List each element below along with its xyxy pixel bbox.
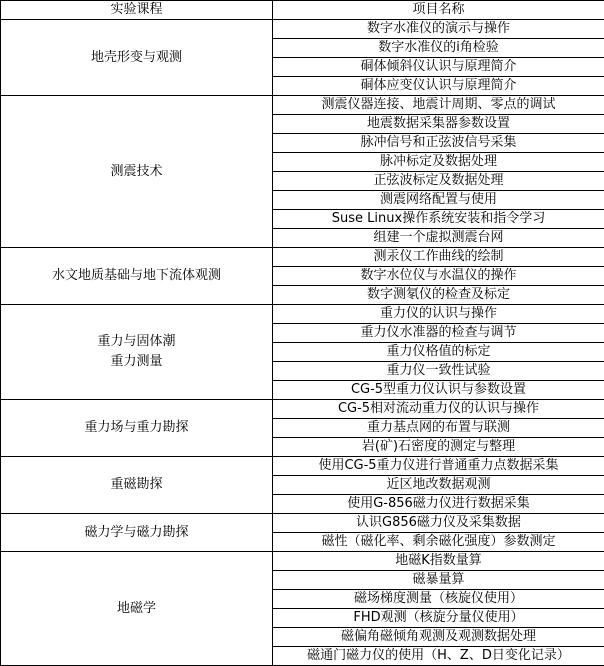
table-row — [1, 96, 604, 115]
project-cell: 硐体倾斜仪认识与原理简介 — [273, 58, 604, 77]
project-cell: 重力仪一致性试验 — [273, 362, 604, 381]
course-name: 重磁勘探 — [110, 477, 163, 492]
project-cell: 磁性（磁化率、剩余磁化强度）参数测定 — [273, 533, 604, 552]
project-cell: 磁偏角磁倾角观测及观测数据处理 — [273, 628, 604, 647]
project-cell: 磁暴量算 — [273, 571, 604, 590]
project-cell: 数字水准仪的i角检验 — [273, 39, 604, 58]
course-name: 重力与固体潮 — [97, 334, 176, 349]
course-name: 测震技术 — [110, 163, 163, 179]
project-cell: CG-5相对流动重力仪的认识与操作 — [273, 400, 604, 419]
project-cell: 测汞仪工作曲线的绘制 — [273, 248, 604, 267]
project-cell: CG-5型重力仪认识与参数设置 — [273, 381, 604, 400]
course-cell — [1, 514, 273, 552]
table-row — [1, 305, 604, 324]
project-cell: 重力仪水准器的检查与调节 — [273, 324, 604, 343]
project-cell: 重力仪格值的标定 — [273, 343, 604, 362]
project-cell: 重力仪的认识与操作 — [273, 305, 604, 324]
course-name: 重力场与重力勘探 — [84, 420, 189, 435]
project-cell: 近区地改数据观测 — [273, 476, 604, 495]
project-cell: 磁场梯度测量（核旋仪使用） — [273, 590, 604, 609]
table-row — [1, 248, 604, 267]
project-cell: 测震网络配置与使用 — [273, 191, 604, 210]
course-cell — [1, 552, 273, 666]
header-row — [1, 1, 604, 20]
course-cell — [1, 457, 273, 514]
table-body — [1, 20, 604, 666]
project-cell: 组建一个虚拟测震台网 — [273, 229, 604, 248]
course-cell — [1, 20, 273, 96]
project-cell: 脉冲信号和正弦波信号采集 — [273, 134, 604, 153]
table-row — [1, 514, 604, 533]
course-name: 磁力学与磁力勘探 — [84, 524, 189, 540]
course-name: 水文地质基础与地下流体观测 — [51, 268, 221, 283]
course-name: 地壳形变与观测 — [90, 49, 182, 65]
table-row — [1, 457, 604, 476]
project-cell: 地磁K指数量算 — [273, 552, 604, 571]
project-cell: 硐体应变仪认识与原理简介 — [273, 77, 604, 96]
project-cell: FHD观测（核旋分量仪使用） — [273, 609, 604, 628]
header-project: 项目名称 — [273, 1, 604, 20]
header-course: 实验课程 — [1, 1, 273, 20]
project-cell: 使用CG-5重力仪进行普通重力点数据采集 — [273, 457, 604, 476]
project-cell: 重力基点网的布置与联测 — [273, 419, 604, 438]
project-cell: 正弦波标定及数据处理 — [273, 172, 604, 191]
course-name: 重力测量 — [110, 354, 163, 369]
course-name: 地磁学 — [116, 600, 156, 616]
project-cell: 数字水准仪的演示与操作 — [273, 20, 604, 39]
table-row — [1, 400, 604, 419]
project-cell: 脉冲标定及数据处理 — [273, 153, 604, 172]
project-cell: 数字测氡仪的检查及标定 — [273, 286, 604, 305]
project-cell: 磁通门磁力仪的使用（H、Z、D日变化记录） — [273, 647, 604, 666]
course-cell — [1, 96, 273, 248]
course-cell — [1, 400, 273, 457]
project-cell: 数字水位仪与水温仪的操作 — [273, 267, 604, 286]
project-cell: 岩(矿)石密度的测定与整理 — [273, 438, 604, 457]
project-cell: 测震仪器连接、地震计周期、零点的调试 — [273, 96, 604, 115]
project-cell: 认识G856磁力仪及采集数据 — [273, 514, 604, 533]
table-row — [1, 552, 604, 571]
project-cell: 使用G-856磁力仪进行数据采集 — [273, 495, 604, 514]
course-cell — [1, 305, 273, 400]
table-row — [1, 20, 604, 39]
project-cell: 地震数据采集器参数设置 — [273, 115, 604, 134]
project-cell: Suse Linux操作系统安装和指令学习 — [273, 210, 604, 229]
course-cell — [1, 248, 273, 305]
